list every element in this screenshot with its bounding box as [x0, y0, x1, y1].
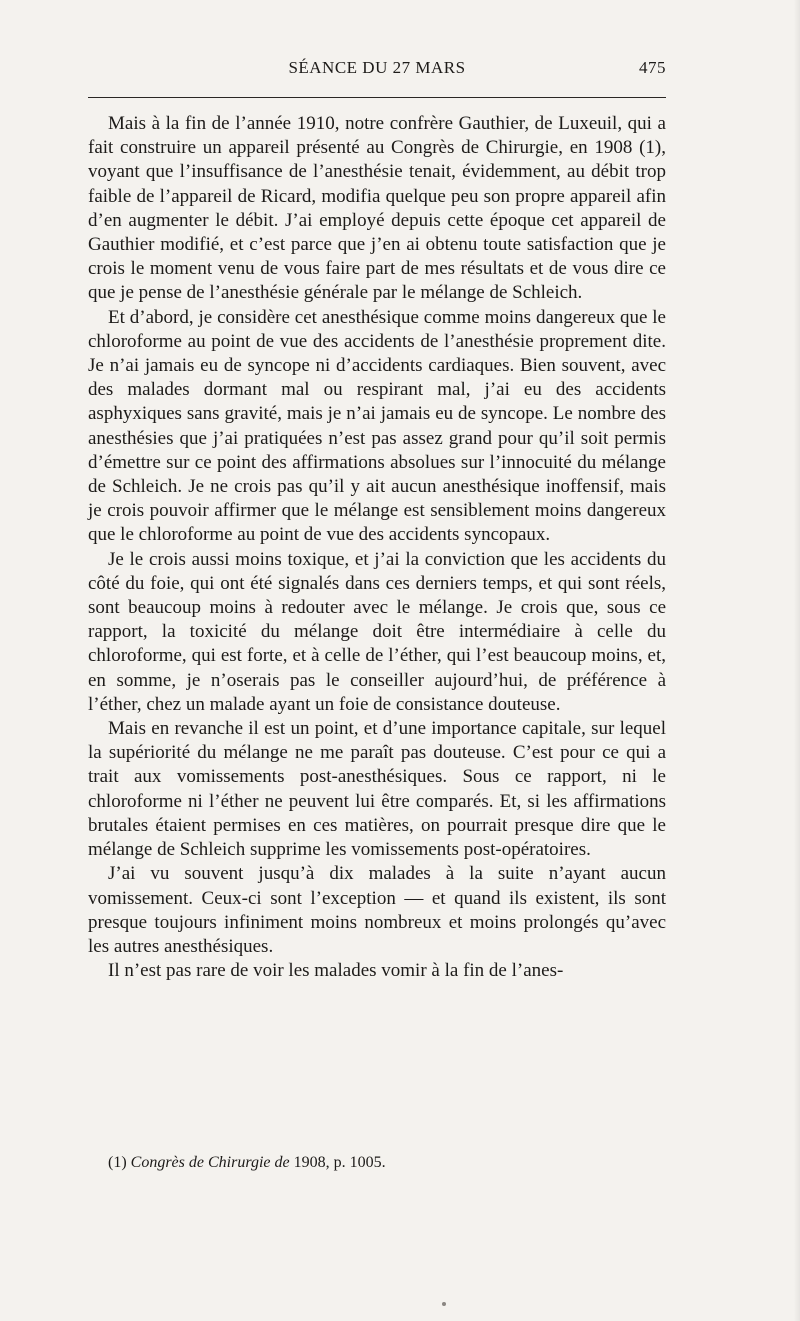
page-number: 475 [639, 58, 666, 77]
paragraph: Mais en revanche il est un point, et d’une importance capitale, sur lequel la supériorité du mélange ne me paraît pas douteuse. C’est pour ce qui a trait aux vomissements post-anesthésiques. Sous ce rapport, ni le chloroforme ni l’éther ne peuvent lui être comparés. Et, si les affirmations brutales étaient permises en ces matières, on pourrait presque dire que le mélange de Schleich supprime les vomissements post-opératoires. [88, 718, 666, 861]
paragraph: J’ai vu souvent jusqu’à dix malades à la suite n’ayant aucun vomissement. Ceux-ci sont l’exception — et quand ils existent, ils sont presque toujours infiniment moins nombreux et moins prolongés qu’avec les autres anesthésiques. [88, 863, 666, 957]
footnote-marker: (1) [108, 1154, 127, 1171]
footnote-work-title: Congrès de Chirurgie de [130, 1154, 290, 1171]
paragraph: Il n’est pas rare de voir les malades vomir à la fin de l’anes- [108, 960, 564, 982]
paragraph: Je le crois aussi moins toxique, et j’ai la conviction que les accidents du côté du foie, qui ont été signalés dans ces derniers temps, et qui sont réels, sont beaucoup moins à redouter avec le mélange. Je crois que, sous ce rapport, la toxicité du mélange doit être intermédiaire à celle du chloroforme, qui est forte, et à celle de l’éther, qui l’est beaucoup moins, et, en somme, je n’oserais pas le conseiller aujourd’hui, de préférence à l’éther, chez un malade ayant un foie de consistance douteuse. [88, 548, 666, 715]
page-speck [442, 1302, 446, 1306]
body-text [88, 112, 666, 983]
running-header [88, 58, 666, 86]
header-rule [88, 97, 666, 98]
footnote-reference: 1908, p. 1005. [293, 1154, 386, 1171]
page-edge-shadow [794, 0, 800, 1321]
running-title: SÉANCE DU 27 MARS [288, 58, 466, 77]
paragraph: Mais à la fin de l’année 1910, notre confrère Gauthier, de Luxeuil, qui a fait construire un appareil présenté au Congrès de Chirurgie, en 1908 (1), voyant que l’insuffisance de l’anesthésie tenait, évidemment, au débit trop faible de l’appareil de Ricard, modifia quelque peu son propre appareil afin d’en augmenter le débit. J’ai employé depuis cette époque cet appareil de Gauthier modifié, et c’est parce que j’en ai obtenu toute satisfaction que je crois le moment venu de vous faire part de mes résultats et de vous dire ce que je pense de l’anesthésie générale par le mélange de Schleich. [88, 113, 666, 304]
paragraph: Et d’abord, je considère cet anesthésique comme moins dangereux que le chloroforme au point de vue des accidents de l’anesthésie proprement dite. Je n’ai jamais eu de syncope ni d’accidents cardiaques. Bien souvent, avec des malades dormant mal ou respirant mal, j’ai eu des accidents asphyxiques sans gravité, mais je n’ai jamais eu de syncope. Le nombre des anesthésies que j’ai pratiquées n’est pas assez grand pour qu’il soit permis d’émettre sur ce point des affirmations absolues sur l’innocuité du mélange de Schleich. Je ne crois pas qu’il y ait aucun anesthésique inoffensif, mais je crois pouvoir affirmer que le mélange est sensiblement moins dangereux que le chloroforme au point de vue des accidents syncopaux. [88, 306, 666, 546]
footnote [108, 1153, 668, 1173]
